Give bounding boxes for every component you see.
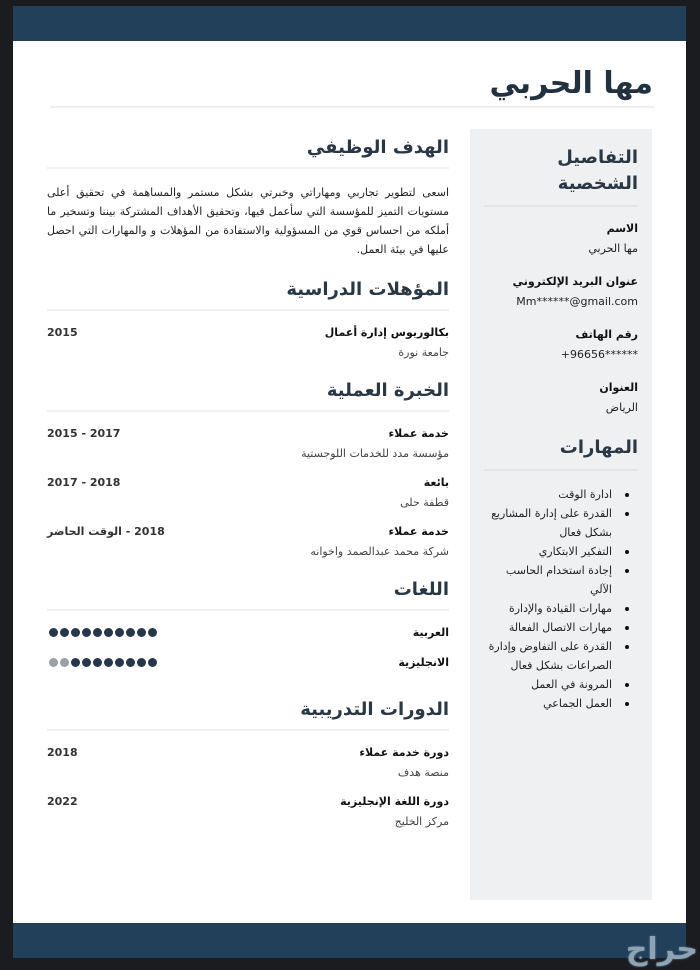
employer: مؤسسة مدد للخدمات اللوجستية: [301, 447, 449, 460]
proficiency-dot-filled: [137, 658, 146, 667]
proficiency-dot-filled: [49, 628, 58, 637]
proficiency-dot-filled: [104, 658, 113, 667]
job-title: بائعة: [423, 476, 449, 489]
language-row: [47, 649, 449, 679]
sidebar: [470, 129, 652, 900]
entry-date: 2017 - 2018: [47, 476, 121, 489]
section-divider: [47, 410, 449, 412]
email-value: Mm******@gmail.com: [516, 295, 638, 308]
proficiency-dot-filled: [93, 628, 102, 637]
field-phone: [484, 327, 638, 364]
employer: شركة محمد عبدالصمد واخوانه: [310, 545, 449, 558]
name-divider: [50, 106, 655, 108]
skill-item: المرونة في العمل: [484, 675, 612, 694]
footer-bar: [13, 923, 686, 958]
proficiency-dot-filled: [137, 628, 146, 637]
language-name: الانجليزية: [398, 656, 449, 669]
experience-entry: [47, 426, 449, 463]
field-value: الرياض: [605, 401, 638, 414]
education-entry: [47, 325, 449, 362]
skills-list: [484, 485, 638, 713]
proficiency-dots: [49, 628, 157, 637]
section-title: الدورات التدريبية: [300, 699, 449, 720]
proficiency-dot-filled: [126, 628, 135, 637]
section-divider: [47, 309, 449, 311]
experience-section: [47, 374, 449, 561]
education-section: [47, 273, 449, 362]
proficiency-dot-filled: [82, 628, 91, 637]
main-column: [47, 131, 449, 843]
field-label: رقم الهاتف: [575, 328, 638, 341]
entry-date: 2018: [47, 746, 78, 759]
section-title: المؤهلات الدراسية: [286, 279, 449, 300]
course-provider: مركز الخليج: [394, 815, 449, 828]
section-title: الهدف الوظيفي: [306, 137, 449, 158]
proficiency-dots: [49, 658, 157, 667]
skill-item: القدرة على إدارة المشاريع بشكل فعال: [484, 504, 612, 542]
job-title: خدمة عملاء: [388, 427, 449, 440]
skill-item: إجادة استخدام الحاسب الآلي: [484, 561, 612, 599]
section-title: الخبرة العملية: [326, 380, 449, 401]
section-divider: [484, 205, 638, 207]
skill-item: العمل الجماعي: [484, 694, 612, 713]
proficiency-dot-filled: [82, 658, 91, 667]
skill-item: مهارات القيادة والإدارة: [484, 599, 612, 618]
field-email: [484, 274, 638, 311]
proficiency-dot-filled: [71, 628, 80, 637]
entry-date: 2015: [47, 326, 78, 339]
proficiency-dot-filled: [60, 628, 69, 637]
proficiency-dot-filled: [115, 628, 124, 637]
phone-value: +96656******: [560, 348, 638, 361]
job-title: خدمة عملاء: [388, 525, 449, 538]
field-address: [484, 380, 638, 417]
section-divider: [47, 167, 449, 169]
section-divider: [47, 729, 449, 731]
experience-entry: [47, 475, 449, 512]
objective-text: اسعى لتطوير تجاربي ومهاراتي وخبرتي بشكل مستمر والمساهمة في تحقيق أعلى مستويات التميز للمؤسسة التي سأعمل فيها، وتحقيق الأهداف المشتركة بيننا وتسخير ما أملكه من احساس قوي من المسؤولية والاستفادة من المؤهلات و والمهارات التي احصل عليها في بيئة العمل.: [47, 186, 449, 256]
proficiency-dot-filled: [126, 658, 135, 667]
skill-item: مهارات الاتصال الفعالة: [484, 618, 612, 637]
section-title: اللغات: [393, 579, 449, 600]
skill-item: القدرة على التفاوض وإدارة الصراعات بشكل فعال: [484, 637, 612, 675]
course-title: دورة اللغة الإنجليزية: [340, 795, 449, 808]
proficiency-dot-filled: [148, 658, 157, 667]
course-entry: [47, 794, 449, 831]
field-value: مها الحربي: [588, 242, 638, 255]
section-title: المهارات: [559, 437, 638, 458]
language-row: [47, 619, 449, 649]
person-name: مها الحربي: [489, 66, 653, 101]
courses-section: [47, 693, 449, 831]
course-provider: منصة هدف: [397, 766, 449, 779]
section-divider: [484, 469, 638, 471]
proficiency-dot-empty: [49, 658, 58, 667]
skill-item: التفكير الابتكاري: [484, 542, 612, 561]
header-bar: [13, 6, 686, 41]
field-label: عنوان البريد الإلكتروني: [512, 275, 638, 288]
proficiency-dot-empty: [60, 658, 69, 667]
entry-date: 2022: [47, 795, 78, 808]
section-divider: [47, 609, 449, 611]
section-title: التفاصيل الشخصية: [557, 147, 638, 194]
languages-section: [47, 573, 449, 679]
course-entry: [47, 745, 449, 782]
objective-section: [47, 131, 449, 259]
field-name: [484, 221, 638, 258]
course-title: دورة خدمة عملاء: [359, 746, 449, 759]
employer: قطفة حلى: [400, 496, 449, 509]
proficiency-dot-filled: [148, 628, 157, 637]
degree-title: بكالوريوس إدارة أعمال: [324, 326, 449, 339]
proficiency-dot-filled: [93, 658, 102, 667]
entry-date: 2018 - الوقت الحاضر: [47, 525, 165, 538]
skill-item: ادارة الوقت: [484, 485, 612, 504]
resume-page: [13, 6, 686, 958]
language-name: العربية: [412, 626, 449, 639]
field-label: الاسم: [606, 222, 638, 235]
field-label: العنوان: [599, 381, 638, 394]
haraj-watermark-logo: حراج: [625, 932, 698, 967]
entry-date: 2015 - 2017: [47, 427, 121, 440]
experience-entry: [47, 524, 449, 561]
proficiency-dot-filled: [71, 658, 80, 667]
proficiency-dot-filled: [115, 658, 124, 667]
institution: جامعة نورة: [398, 346, 449, 359]
proficiency-dot-filled: [104, 628, 113, 637]
